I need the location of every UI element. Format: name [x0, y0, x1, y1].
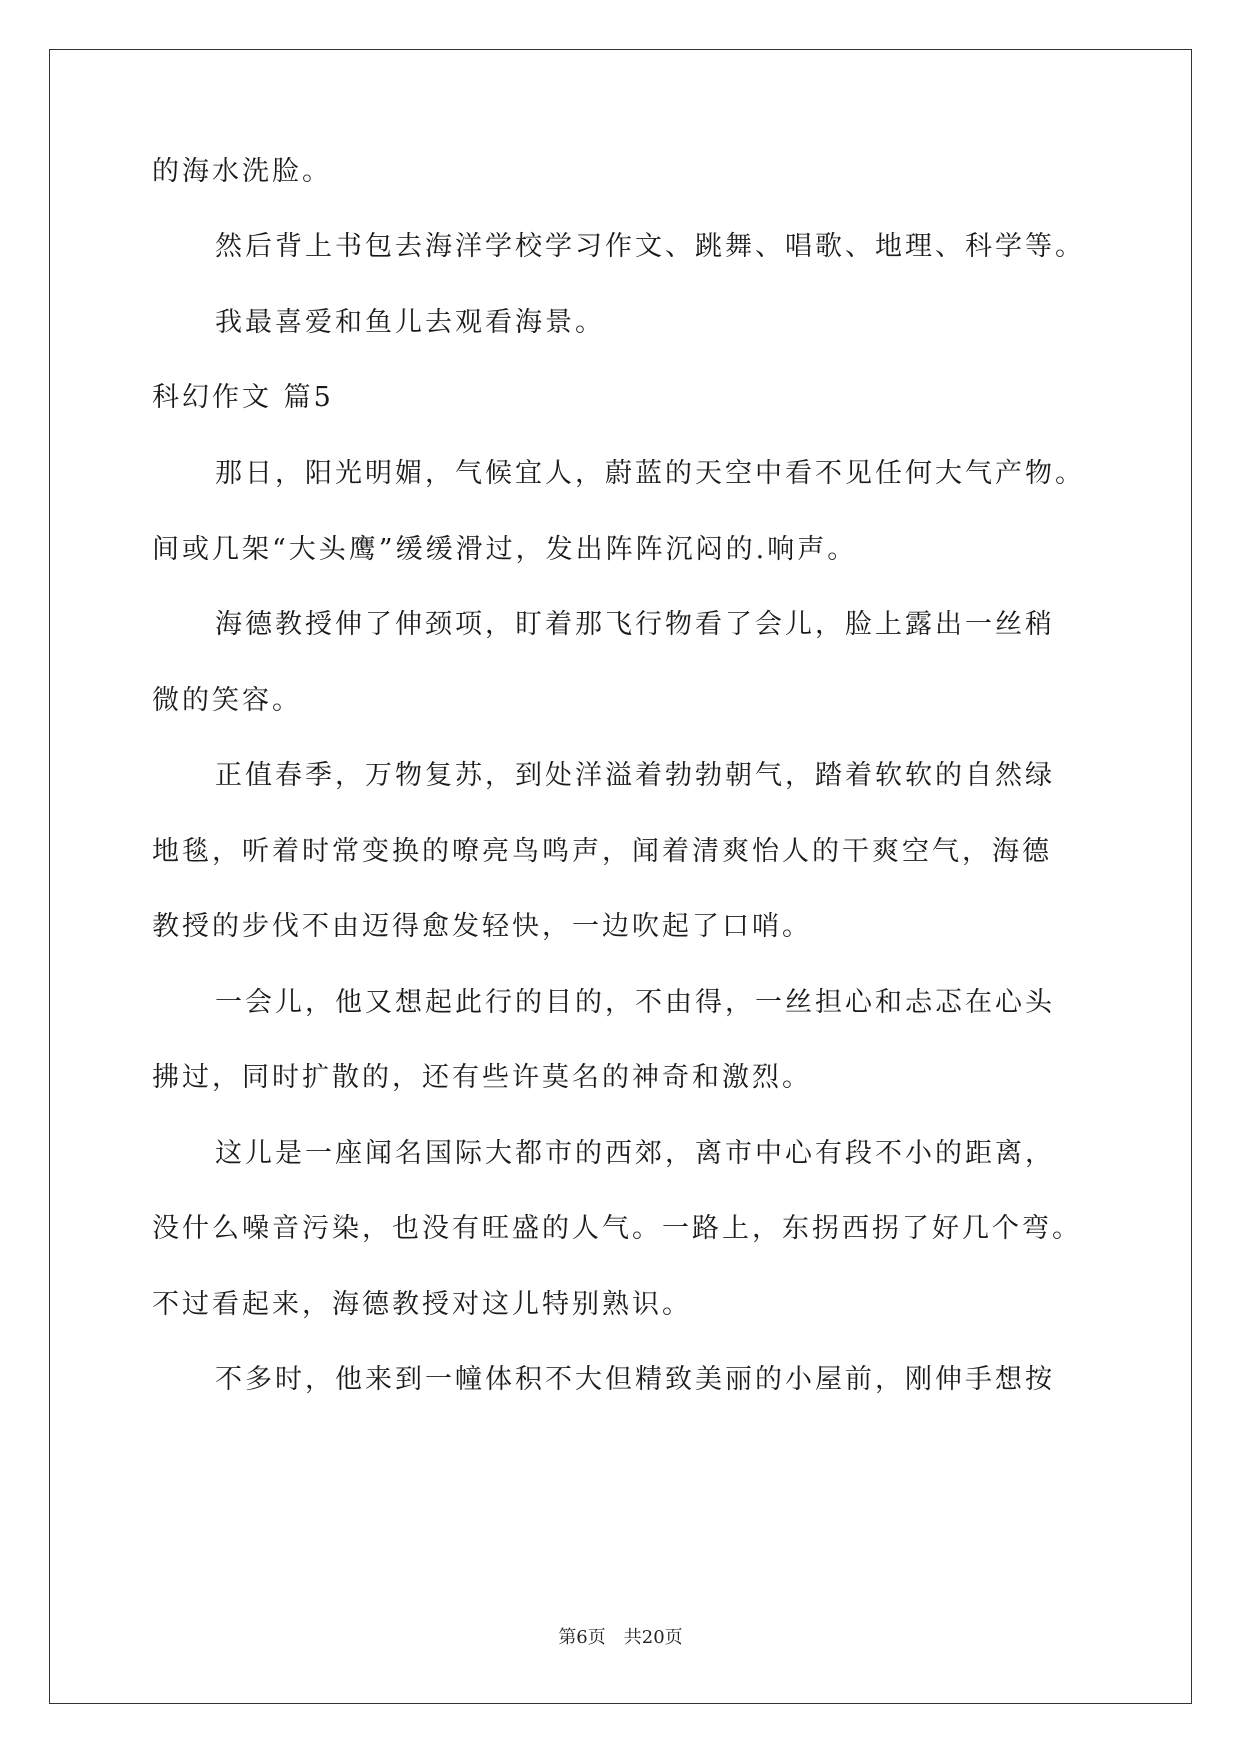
text-line: 微的笑容。	[152, 685, 302, 716]
text-line: 的海水洗脸。	[152, 156, 332, 187]
page-border	[49, 49, 1192, 1704]
text-line: 然后背上书包去海洋学校学习作文、跳舞、唱歌、地理、科学等。	[215, 231, 1085, 262]
text-line: 我最喜爱和鱼儿去观看海景。	[215, 307, 605, 338]
text-line: 海德教授伸了伸颈项，盯着那飞行物看了会儿，脸上露出一丝稍	[215, 609, 1055, 640]
text-line: 拂过，同时扩散的，还有些许莫名的神奇和激烈。	[152, 1062, 812, 1093]
text-line: 教授的步伐不由迈得愈发轻快，一边吹起了口哨。	[152, 911, 812, 942]
text-line: 间或几架“大头鹰”缓缓滑过，发出阵阵沉闷的.响声。	[152, 534, 858, 565]
text-line: 地毯，听着时常变换的嘹亮鸟鸣声，闻着清爽怡人的干爽空气，海德	[152, 836, 1052, 867]
text-line: 正值春季，万物复苏，到处洋溢着勃勃朝气，踏着软软的自然绿	[215, 760, 1055, 791]
text-line: 没什么噪音污染，也没有旺盛的人气。一路上，东拐西拐了好几个弯。	[152, 1213, 1082, 1244]
text-line: 一会儿，他又想起此行的目的，不由得，一丝担心和忐忑在心头	[215, 987, 1055, 1018]
page-total: 共20页	[623, 1627, 683, 1648]
page-footer	[0, 1627, 1241, 1649]
text-line: 不多时，他来到一幢体积不大但精致美丽的小屋前，刚伸手想按	[215, 1364, 1055, 1395]
text-line: 不过看起来，海德教授对这儿特别熟识。	[152, 1289, 692, 1320]
section-heading: 科幻作文 篇5	[152, 382, 334, 413]
text-line: 这儿是一座闻名国际大都市的西郊，离市中心有段不小的距离，	[215, 1138, 1055, 1169]
page-number: 第6页	[558, 1627, 606, 1648]
text-line: 那日，阳光明媚，气候宜人，蔚蓝的天空中看不见任何大气产物。	[215, 458, 1085, 489]
